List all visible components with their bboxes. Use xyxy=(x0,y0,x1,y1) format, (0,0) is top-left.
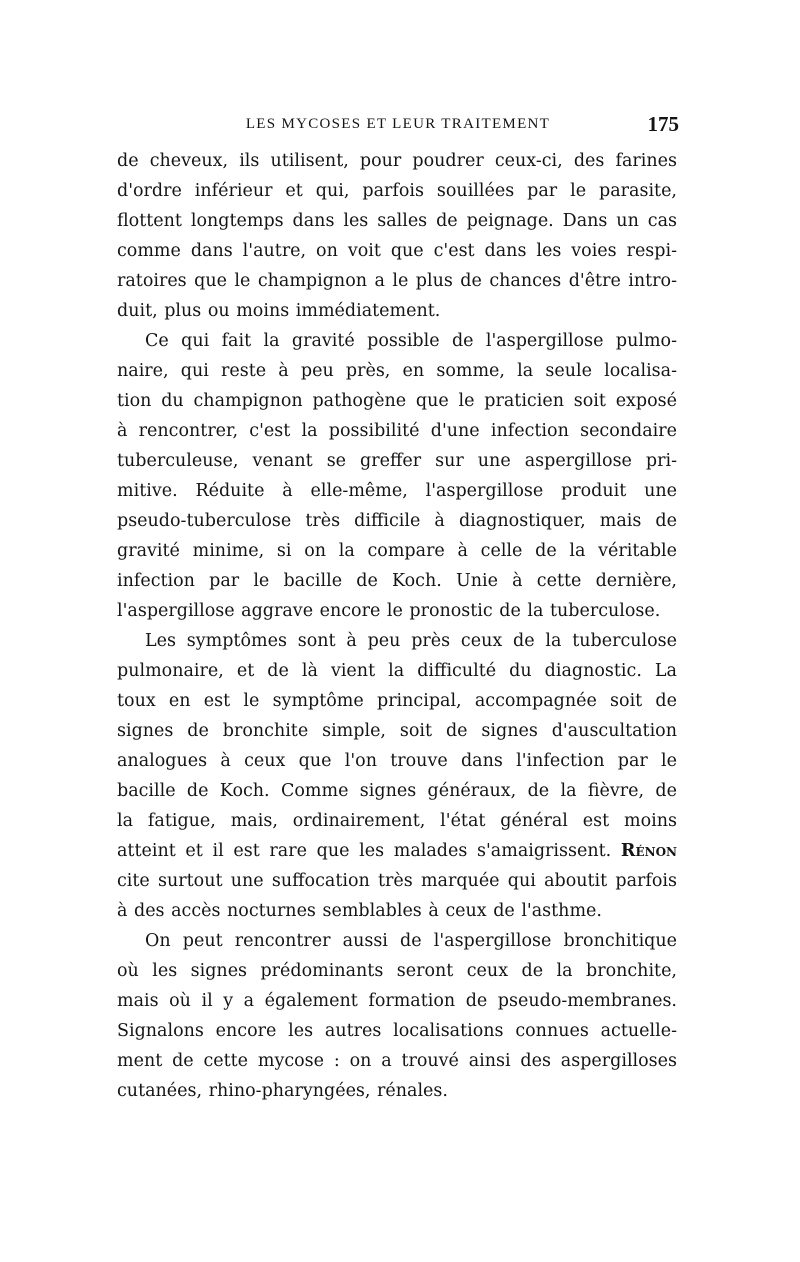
text-line: à rencontrer, c'est la possibilité d'une infection secondaire xyxy=(117,421,677,441)
text-line: d'ordre inférieur et qui, parfois souillées par le parasite, xyxy=(117,181,677,201)
text-line-with-author xyxy=(117,836,677,866)
text-line: tion du champignon pathogène que le praticien soit exposé xyxy=(117,391,677,411)
text-line: duit, plus ou moins immédiatement. xyxy=(117,301,441,321)
text-line: signes de bronchite simple, soit de signes d'auscultation xyxy=(117,721,677,741)
text-line: Signalons encore les autres localisations connues actuelle- xyxy=(117,1021,677,1041)
text-line: bacille de Koch. Comme signes généraux, de la fièvre, de xyxy=(117,781,677,801)
body-text xyxy=(117,146,677,1106)
text-line: cutanées, rhino-pharyngées, rénales. xyxy=(117,1081,448,1101)
text-line: infection par le bacille de Koch. Unie à cette dernière, xyxy=(117,571,677,591)
text-line: analogues à ceux que l'on trouve dans l'infection par le xyxy=(117,751,677,771)
text-line: où les signes prédominants seront ceux de la bronchite, xyxy=(117,961,677,981)
text-line: mitive. Réduite à elle-même, l'aspergillose produit une xyxy=(117,481,677,501)
text-span: atteint et il est rare que les malades s'amaigrissent. xyxy=(117,841,612,861)
text-line: ment de cette mycose : on a trouvé ainsi des aspergilloses xyxy=(117,1051,677,1071)
text-line: tuberculeuse, venant se greffer sur une aspergillose pri- xyxy=(117,451,677,471)
text-line: la fatigue, mais, ordinairement, l'état général est moins xyxy=(117,811,677,831)
text-line: pseudo-tuberculose très difficile à diagnostiquer, mais de xyxy=(117,511,677,531)
text-line: cite surtout une suffocation très marquée qui aboutit parfois xyxy=(117,871,677,891)
running-head xyxy=(117,112,679,138)
text-line: naire, qui reste à peu près, en somme, la seule localisa- xyxy=(117,361,677,381)
text-line: ratoires que le champignon a le plus de chances d'être intro- xyxy=(117,271,677,291)
author-name: Rénon xyxy=(620,841,677,861)
text-line: gravité minime, si on la compare à celle de la véritable xyxy=(117,541,677,561)
page-number: 175 xyxy=(647,112,679,136)
text-line: Ce qui fait la gravité possible de l'aspergillose pulmo- xyxy=(145,331,677,351)
text-line: toux en est le symptôme principal, accompagnée soit de xyxy=(117,691,677,711)
text-line: à des accès nocturnes semblables à ceux de l'asthme. xyxy=(117,901,602,921)
text-line: pulmonaire, et de là vient la difficulté du diagnostic. La xyxy=(117,661,677,681)
text-line: comme dans l'autre, on voit que c'est dans les voies respi- xyxy=(117,241,677,261)
text-line: l'aspergillose aggrave encore le pronostic de la tuberculose. xyxy=(117,601,661,621)
text-line: flottent longtemps dans les salles de peignage. Dans un cas xyxy=(117,211,677,231)
text-line: Les symptômes sont à peu près ceux de la tuberculose xyxy=(145,631,677,651)
running-title: LES MYCOSES ET LEUR TRAITEMENT xyxy=(245,116,551,132)
text-line: de cheveux, ils utilisent, pour poudrer ceux-ci, des farines xyxy=(117,151,677,171)
text-line: On peut rencontrer aussi de l'aspergillose bronchitique xyxy=(145,931,677,951)
text-line: mais où il y a également formation de pseudo-membranes. xyxy=(117,991,677,1011)
